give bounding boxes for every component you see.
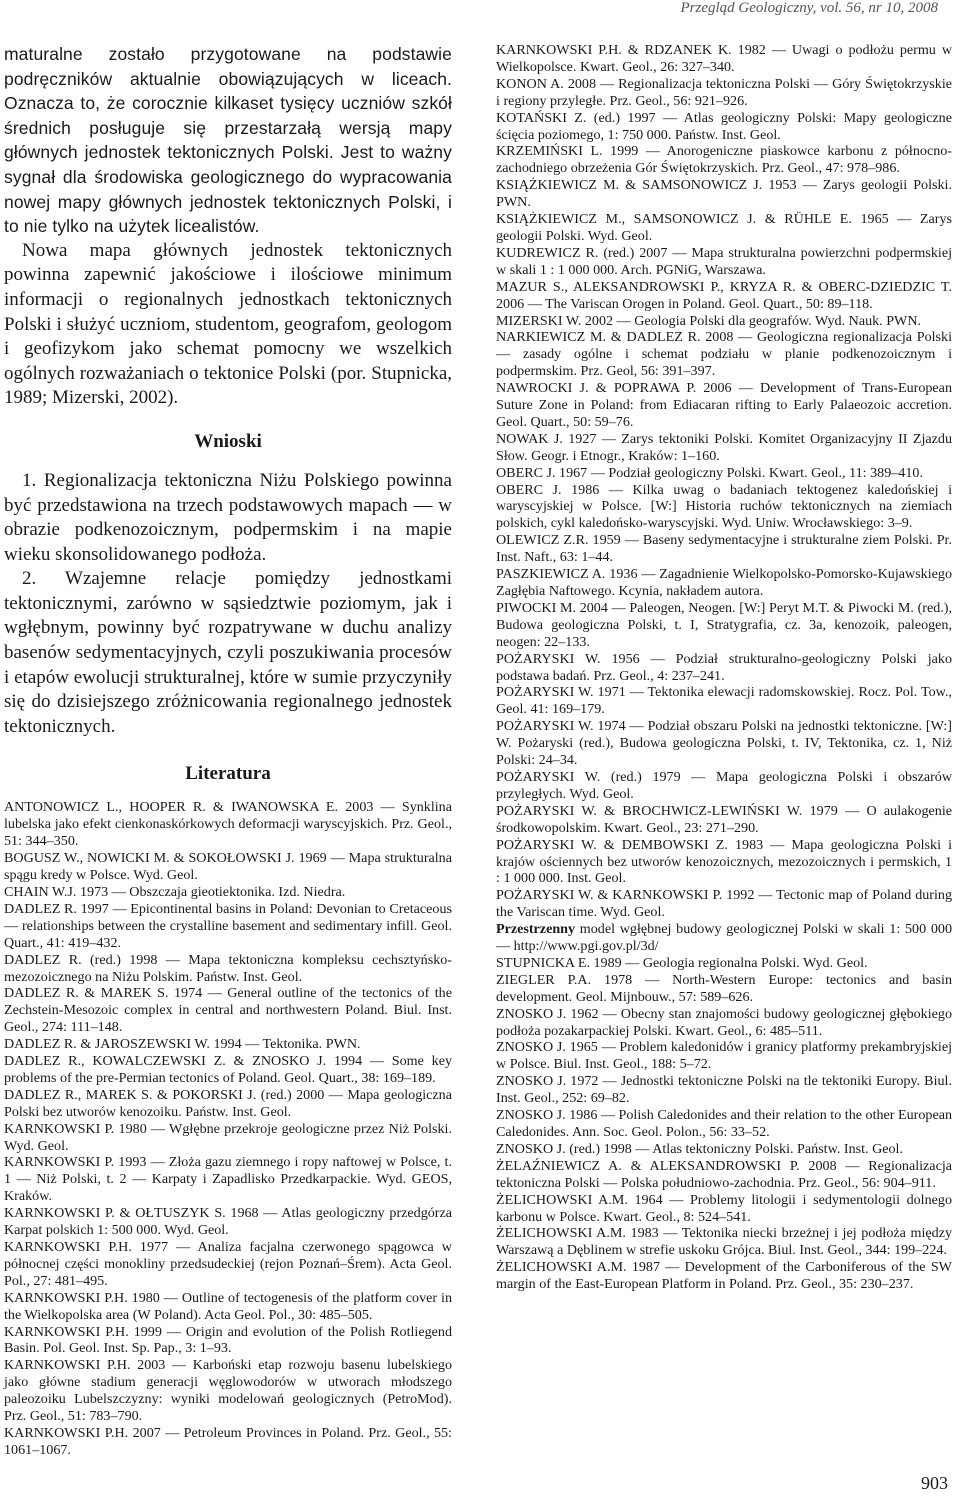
reference-item: POŻARYSKI W. & KARNKOWSKI P. 1992 — Tectonic map of Poland during the Variscan time. Wyd. Geol. — [496, 887, 952, 921]
reference-item: KARNKOWSKI P.H. 2007 — Petroleum Provinces in Poland. Prz. Geol., 55: 1061–1067. — [4, 1424, 452, 1458]
reference-item: MIZERSKI W. 2002 — Geologia Polski dla geografów. Wyd. Nauk. PWN. — [496, 312, 922, 329]
reference-item: KRZEMIŃSKI L. 1999 — Anorogeniczne piaskowce karbonu z północno-zachodniego obrzeżenia Gór Świętokrzyskich. Prz. Geol., 47: 978–986. — [496, 143, 952, 177]
reference-item: KSIĄŻKIEWICZ M., SAMSONOWICZ J. & RÜHLE E. 1965 — Zarys geologii Polski. Wyd. Geol. — [496, 211, 952, 244]
reference-item: POŻARYSKI W. & BROCHWICZ-LEWIŃSKI W. 1979 — O aulakogenie środkowopolskim. Kwart. Geol., 23: 271–290. — [496, 802, 952, 836]
right-column — [496, 42, 952, 1293]
reference-item: DADLEZ R., KOWALCZEWSKI Z. & ZNOSKO J. 1994 — Some key problems of the pre-Permian tectonics of Poland. Geol. Quart., 38: 169–189. — [4, 1053, 452, 1086]
reference-item: ŻELICHOWSKI A.M. 1983 — Tektonika niecki brzeżnej i jej podłoża między Warszawą a Dęblinem w strefie uskoku Grójca. Biul. Inst. Geol., 344: 199–224. — [496, 1225, 952, 1259]
body-paragraph: maturalne zostało przygotowane na podstawie podręczników aktualnie obowiązujących w liceach. Oznacza to, że corocznie kilkaset tysięcy uczniów szkół średnich posługuje się przestarzałą wersją mapy głównych jednostek tektonicznych Polski. Jest to ważny sygnał dla środowiska geologicznego do wypracowania nowej mapy głównych jednostek tektonicznych Polski, i to nie tylko na użytek licealistów. — [4, 44, 452, 237]
reference-item: ZNOSKO J. 1972 — Jednostki tektoniczne Polski na tle tektoniki Europy. Biul. Inst. Geol., 252: 69–82. — [496, 1073, 952, 1107]
reference-item: NOWAK J. 1927 — Zarys tektoniki Polski. Komitet Organizacyjny II Zjazdu Słow. Geogr. i Etnogr., Kraków: 1–160. — [496, 430, 952, 464]
reference-item: KONON A. 2008 — Regionalizacja tektoniczna Polski — Góry Świętokrzyskie i regiony przyległe. Prz. Geol., 56: 921–926. — [496, 75, 952, 109]
reference-item: ZNOSKO J. (red.) 1998 — Atlas tektoniczny Polski. Państw. Inst. Geol. — [496, 1140, 903, 1157]
reference-item: ŻELICHOWSKI A.M. 1987 — Development of the Carboniferous of the SW margin of the East-European Platform in Poland. Prz. Geol., 35: 230–237. — [496, 1259, 952, 1293]
reference-item: POŻARYSKI W. (red.) 1979 — Mapa geologiczna Polski i obszarów przyległych. Wyd. Geol. — [496, 768, 952, 802]
reference-item — [496, 921, 952, 955]
reference-item: OBERC J. 1967 — Podział geologiczny Polski. Kwart. Geol., 11: 389–410. — [496, 464, 923, 481]
reference-list — [496, 42, 952, 921]
reference-item: KSIĄŻKIEWICZ M. & SAMSONOWICZ J. 1953 — Zarys geologii Polski. PWN. — [496, 177, 952, 211]
reference-item: POŻARYSKI W. & DEMBOWSKI Z. 1983 — Mapa geologiczna Polski i krajów ościennych bez utworów kenozoicznych, mezozoicznych i permskich, 1 : 1 000 000. Inst. Geol. — [496, 836, 952, 887]
reference-item: PASZKIEWICZ A. 1936 — Zagadnienie Wielkopolsko-Pomorsko-Kujawskiego Zagłębia Naftowego. Kcynia, nakładem autora. — [496, 566, 952, 599]
reference-item: ZNOSKO J. 1962 — Obecny stan znajomości budowy geologicznej głębokiego podłoża pozakarpackiej Polski. Kwart. Geol., 6: 485–511. — [496, 1005, 952, 1039]
left-column — [4, 42, 452, 1459]
reference-item: KARNKOWSKI P.H. 2003 — Karboński etap rozwoju basenu lubelskiego jako główne stadium generacji węglowodorów w utworach młodszego paleozoiku Lubelszczyzny: wyniki modelowań geologicznych (PetroMod). Prz. Geol., 51: 783–790. — [4, 1357, 452, 1425]
reference-item: KARNKOWSKI P.H. 1977 — Analiza facjalna czerwonego spągowca w północnej części monokliny przedsudeckiej (rejon Poznań–Śrem). Acta Geol. Pol., 27: 481–495. — [4, 1239, 452, 1289]
reference-item: KARNKOWSKI P.H. 1980 — Outline of tectogenesis of the platform cover in the Wielkopolska area (W Poland). Acta Geol. Pol., 30: 485–505. — [4, 1289, 452, 1323]
reference-item: BOGUSZ W., NOWICKI M. & SOKOŁOWSKI J. 1969 — Mapa strukturalna spągu kredy w Polsce. Wyd. Geol. — [4, 850, 452, 884]
reference-item: KARNKOWSKI P. & OŁTUSZYK S. 1968 — Atlas geologiczny przedgórza Karpat polskich 1: 500 000. Wyd. Geol. — [4, 1205, 452, 1239]
reference-item: POŻARYSKI W. 1974 — Podział obszaru Polski na jednostki tektoniczne. [W:] W. Pożaryski (red.), Budowa geologiczna Polski, t. IV, Tektonika, cz. 1, Niż Polski: 24–34. — [496, 718, 952, 769]
reference-item: DADLEZ R. & MAREK S. 1974 — General outline of the tectonics of the Zechstein-Mesozoic complex in central and northwestern Poland. Biul. Inst. Geol., 274: 111–148. — [4, 985, 452, 1036]
reference-item: POŻARYSKI W. 1971 — Tektonika elewacji radomskowskiej. Rocz. Pol. Tow., Geol. 41: 169–179. — [496, 684, 952, 718]
page-number: 903 — [921, 1473, 948, 1493]
reference-item: KARNKOWSKI P.H. 1999 — Origin and evolution of the Polish Rotliegend Basin. Pol. Geol. Inst. Sp. Pap., 3: 1–93. — [4, 1323, 452, 1357]
reference-item: OBERC J. 1986 — Kilka uwag o badaniach tektogenez kaledońskiej i waryscyjskiej w Polsce. [W:] Historia ruchów tektonicznych na ziemiach polskich, cykl kaledońsko-waryscyjski. Wyd. Uniw. Wrocławskiego: 3–9. — [496, 481, 952, 532]
literatura-heading: Literatura — [185, 763, 271, 785]
reference-item: PIWOCKI M. 2004 — Paleogen, Neogen. [W:] Peryt M.T. & Piwocki M. (red.), Budowa geologiczna Polski, t. I, Stratygrafia, cz. 3a, kenozoik, paleogen, neogen: 22–133. — [496, 599, 952, 650]
reference-item: OLEWICZ Z.R. 1959 — Baseny sedymentacyjne i strukturalne ziem Polski. Pr. Inst. Naft., 63: 1–44. — [496, 532, 952, 566]
reference-item: KARNKOWSKI P. 1980 — Wgłębne przekroje geologiczne przez Niż Polski. Wyd. Geol. — [4, 1120, 452, 1154]
reference-item: KARNKOWSKI P.H. & RDZANEK K. 1982 — Uwagi o podłożu permu w Wielkopolsce. Kwart. Geol., 26: 327–340. — [496, 42, 952, 75]
reference-item: STUPNICKA E. 1989 — Geologia regionalna Polski. Wyd. Geol. — [496, 954, 868, 971]
reference-item: POŻARYSKI W. 1956 — Podział strukturalno-geologiczny Polski jako podstawa badań. Prz. Geol., 4: 237–241. — [496, 650, 952, 684]
reference-item: DADLEZ R. (red.) 1998 — Mapa tektoniczna kompleksu cechsztyńsko-mezozoicznego na Niżu Polskim. Państw. Inst. Geol. — [4, 951, 452, 985]
reference-item: NARKIEWICZ M. & DADLEZ R. 2008 — Geologiczna regionalizacja Polski — zasady ogólne i schemat podziału w planie podkenozoicznym i podpermskim. Prz. Geol, 56: 391–397. — [496, 329, 952, 380]
reference-item: MAZUR S., ALEKSANDROWSKI P., KRYZA R. & OBERC-DZIEDZIC T. 2006 — The Variscan Orogen in Poland. Geol. Quart., 50: 89–118. — [496, 278, 952, 312]
body-paragraph: Nowa mapa głównych jednostek tektonicznych powinna zapewnić jakościowe i ilościowe minimum informacji o regionalnych jednostkach tektonicznych Polski i służyć uczniom, studentom, geografom, geologom i geofizykom jako schemat pomocny we wszelkich ogólnych rozważaniach o tektonice Polski (por. Stupnicka, 1989; Mizerski, 2002). — [4, 239, 452, 409]
reference-item: KUDREWICZ R. (red.) 2007 — Mapa strukturalna powierzchni podpermskiej w skali 1 : 1 000 000. Arch. PGNiG, Warszawa. — [496, 244, 952, 278]
reference-bold-title: Przestrzenny — [496, 921, 576, 938]
reference-item: DADLEZ R. & JAROSZEWSKI W. 1994 — Tektonika. PWN. — [4, 1036, 361, 1053]
reference-list — [4, 799, 452, 1458]
reference-item: CHAIN W.J. 1973 — Obszczaja gieotiektonika. Izd. Niedra. — [4, 883, 346, 900]
reference-item: ŻELICHOWSKI A.M. 1964 — Problemy litologii i sedymentologii dolnego karbonu w Polsce. Kwart. Geol., 8: 524–541. — [496, 1191, 952, 1225]
reference-item: DADLEZ R., MAREK S. & POKORSKI J. (red.) 2000 — Mapa geologiczna Polski bez utworów kenozoiku. Państw. Inst. Geol. — [4, 1086, 452, 1120]
conclusion-2: 2. Wzajemne relacje pomiędzy jednostkami tektonicznymi, zarówno w sąsiedztwie poziomym, jak i wgłębnym, powinny być rozpatrywane w duchu analizy basenów sedymentacyjnych, czyli poszukiwania procesów i etapów ewolucji strukturalnej, które w sumie przyczyniły się do dzisiejszego zróżnicowania regionalnego jednostek tektonicznych. — [4, 568, 452, 737]
wnioski-heading: Wnioski — [194, 430, 262, 452]
reference-item: ANTONOWICZ L., HOOPER R. & IWANOWSKA E. 2003 — Synklina lubelska jako efekt cienkonaskórkowych deformacji waryscyjskich. Prz. Geol., 51: 344–350. — [4, 799, 452, 850]
conclusion-1: 1. Regionalizacja tektoniczna Niżu Polskiego powinna być przedstawiona na trzech podstawowych mapach — w obrazie podkenozoicznym, podpermskim i na mapie wieku skonsolidowanego podłoża. — [4, 469, 452, 565]
reference-item: KARNKOWSKI P. 1993 — Złoża gazu ziemnego i ropy naftowej w Polsce, t. 1 — Niż Polski, t. 2 — Karpaty i Zapadlisko Przedkarpackie. Wyd. GEOS, Kraków. — [4, 1154, 452, 1205]
journal-header: Przegląd Geologiczny, vol. 56, nr 10, 2008 — [680, 0, 938, 16]
reference-text: model wgłębnej budowy geologicznej Polski w skali 1: 500 000 — http://www.pgi.gov.pl/3d/ — [496, 921, 952, 955]
reference-item: ZNOSKO J. 1965 — Problem kaledonidów i granicy platformy prekambryjskiej w Polsce. Biul. Inst. Geol., 188: 5–72. — [496, 1039, 952, 1073]
reference-item: ZNOSKO J. 1986 — Polish Caledonides and their relation to the other European Caledonides. Ann. Soc. Geol. Polon., 56: 33–52. — [496, 1107, 953, 1140]
reference-item: NAWROCKI J. & POPRAWA P. 2006 — Development of Trans-European Suture Zone in Poland: from Ediacaran rifting to Early Palaeozoic accretion. Geol. Quart., 50: 59–76. — [496, 380, 952, 430]
reference-list — [496, 955, 952, 1293]
reference-item: DADLEZ R. 1997 — Epicontinental basins in Poland: Devonian to Cretaceous — relationships between the crystalline basement and sedimentary infill. Geol. Quart., 41: 419–432. — [4, 900, 452, 951]
reference-item: KOTAŃSKI Z. (ed.) 1997 — Atlas geologiczny Polski: Mapy geologiczne ścięcia poziomego, 1: 750 000. Państw. Inst. Geol. — [496, 109, 952, 143]
reference-item: ZIEGLER P.A. 1978 — North-Western Europe: tectonics and basin development. Geol. Mijnbouw., 57: 589–626. — [496, 971, 952, 1005]
reference-item: ŻELAŹNIEWICZ A. & ALEKSANDROWSKI P. 2008 — Regionalizacja tektoniczna Polski — Polska południowo-zachodnia. Prz. Geol., 56: 904–911. — [496, 1157, 952, 1191]
